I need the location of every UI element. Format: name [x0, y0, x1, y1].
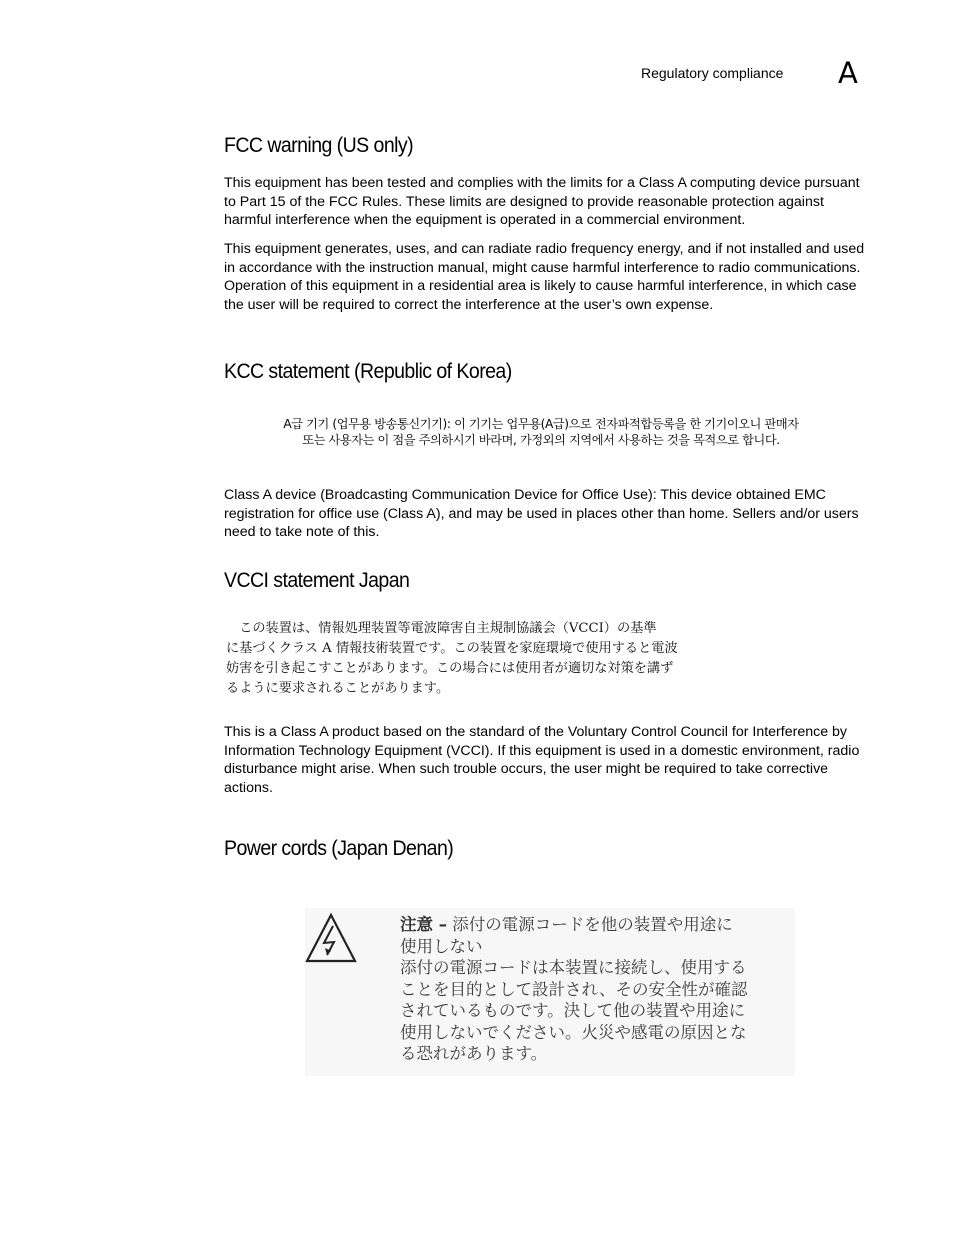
vcci-japanese-statement	[226, 619, 746, 699]
warning-line: されているものです。決して他の装置や用途に	[400, 1001, 746, 1020]
electrical-hazard-icon	[305, 912, 357, 964]
kcc-korean-line: A급 기기 (업무용 방송통신기기): 이 기기는 업무용(A급)으로 전자파적합등록을 한 기기이오니 판매자	[283, 417, 799, 431]
vcci-japanese-line: 妨害を引き起こすことがあります。この場合には使用者が適切な対策を講ず	[226, 661, 674, 676]
warning-line: 添付の電源コードを他の装置や用途に	[447, 915, 733, 934]
fcc-paragraph-1: This equipment has been tested and complies with the limits for a Class A computing device pursuant to Part 15 of the FCC Rules. These limits are designed to provide reasonable protection against harmful interference when the equipment is operated in a commercial environment.	[224, 175, 860, 229]
power-cords-heading: Power cords (Japan Denan)	[224, 837, 454, 860]
power-cord-warning-image	[305, 908, 795, 1076]
kcc-paragraph: Class A device (Broadcasting Communication Device for Office Use): This device obtained EMC registration for office use (Class A), and may be used in places other than home. Sellers and/or users need to take note of this.	[224, 487, 859, 541]
vcci-japanese-line: この装置は、情報処理装置等電波障害自主規制協議会（VCCI）の基準	[226, 621, 657, 636]
vcci-japanese-line: に基づくクラス A 情報技術装置です。この装置を家庭環境で使用すると電波	[226, 641, 678, 656]
vcci-japanese-line: るように要求されることがあります。	[226, 681, 450, 696]
vcci-paragraph: This is a Class A product based on the standard of the Voluntary Control Council for Interference by Information Technology Equipment (VCCI). If this equipment is used in a domestic environment, radio disturbance might arise. When such trouble occurs, the user might be required to take corrective actions.	[224, 724, 860, 796]
kcc-korean-line: 또는 사용자는 이 점을 주의하시기 바라며, 가정외의 지역에서 사용하는 것을 목적으로 합니다.	[302, 433, 780, 447]
warning-line: ことを目的として設計され、その安全性が確認	[400, 979, 748, 999]
warning-line: 使用しない	[400, 936, 483, 956]
power-cord-warning-text	[400, 914, 795, 1065]
kcc-korean-statement	[226, 416, 856, 448]
warning-line: 添付の電源コードは本装置に接続し、使用する	[400, 958, 747, 977]
warning-first-line	[400, 914, 795, 936]
running-header-title: Regulatory compliance	[641, 65, 784, 81]
vcci-heading: VCCI statement Japan	[224, 569, 410, 592]
kcc-heading: KCC statement (Republic of Korea)	[224, 360, 512, 383]
appendix-letter: A	[838, 56, 858, 90]
warning-line: る恐れがあります。	[400, 1044, 548, 1063]
fcc-paragraph-2: This equipment generates, uses, and can radiate radio frequency energy, and if not installed and used in accordance with the instruction manual, might cause harmful interference to radio communications. Operation of this equipment in a residential area is likely to cause harmful interference, in which case the user will be required to correct the interference at the user’s own expense.	[224, 241, 865, 313]
fcc-heading: FCC warning (US only)	[224, 134, 414, 157]
warning-line: 使用しないでください。火災や感電の原因とな	[400, 1022, 747, 1042]
warning-label: 注意 –	[400, 915, 447, 934]
